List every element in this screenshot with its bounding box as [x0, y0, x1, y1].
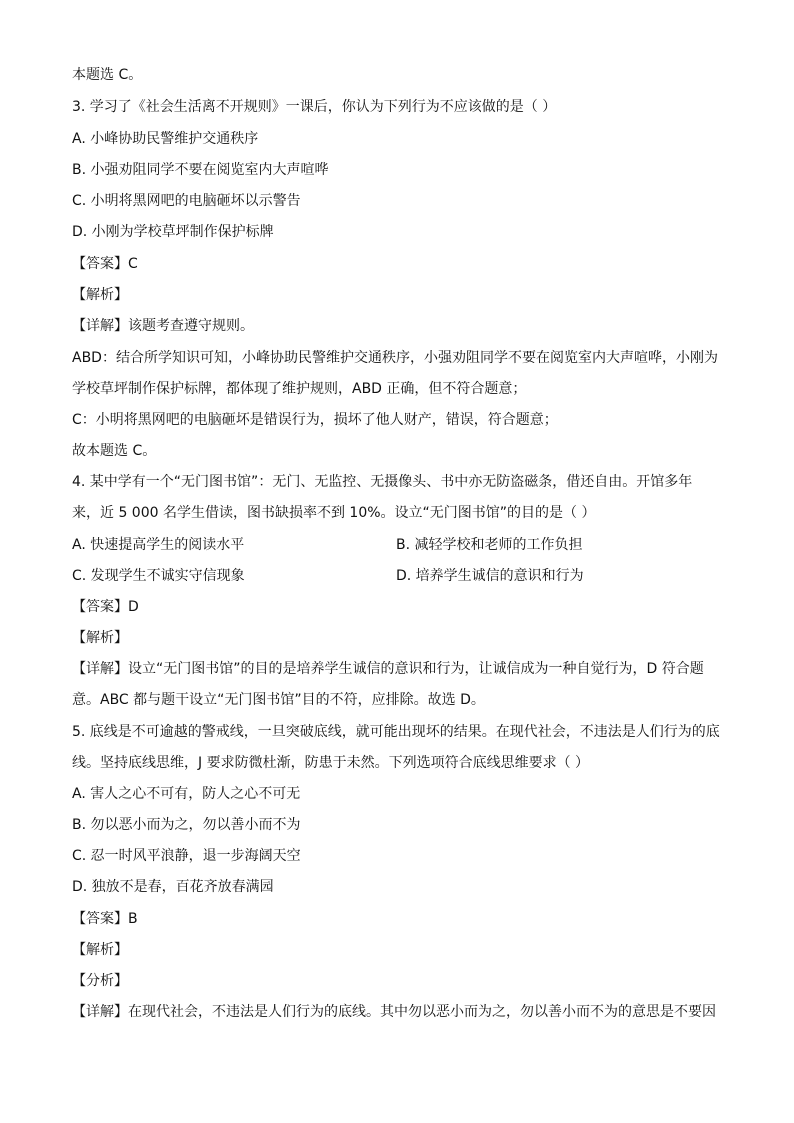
answer-value: C	[128, 256, 138, 272]
answer-tag: 【答案】	[72, 256, 128, 272]
q4-stem-line1: 4. 某中学有一个“无门图书馆”：无门、无监控、无摄像头、书中亦无防盗磁条，借还自由。开馆多年	[72, 474, 693, 490]
q4-option-d: D. 培养学生诚信的意识和行为	[396, 568, 584, 584]
q3-detail-line1: ABD：结合所学知识可知，小峰协助民警维护交通秩序，小强劝阻同学不要在阅览室内大声喧哗，小刚为	[72, 350, 718, 366]
q5-stem-line2: 线。坚持底线思维，J 要求防微杜渐，防患于未然。下列选项符合底线思维要求（ ）	[72, 755, 590, 771]
q3-stem: 3. 学习了《社会生活离不开规则》一课后，你认为下列行为不应该做的是（ ）	[72, 99, 557, 115]
detail-tag: 【详解】	[72, 661, 128, 677]
q4-option-c: C. 发现学生不诚实守信现象	[72, 568, 245, 584]
q3-answer	[72, 255, 734, 273]
q4-option-a: A. 快速提高学生的阅读水平	[72, 537, 245, 553]
q3-detail-line3: C：小明将黑网吧的电脑砸坏是错误行为，损坏了他人财产，错误，符合题意；	[72, 412, 558, 428]
answer-tag: 【答案】	[72, 599, 128, 615]
q5-detail	[72, 1003, 734, 1021]
q5-option-d: D. 独放不是春，百花齐放春满园	[72, 879, 274, 895]
detail-tag: 【详解】	[72, 318, 128, 334]
q3-detail-line4: 故本题选 C。	[72, 443, 157, 459]
prev-answer-tail: 本题选 C。	[72, 67, 143, 83]
q4-options-row2	[72, 567, 734, 585]
q3-option-a: A. 小峰协助民警维护交通秩序	[72, 131, 259, 147]
q3-option-d: D. 小刚为学校草坪制作保护标牌	[72, 224, 274, 240]
detail-tag: 【详解】	[72, 1004, 128, 1020]
detail-text: 该题考查遵守规则。	[128, 318, 254, 334]
q5-option-b: B. 勿以恶小而为之，勿以善小而不为	[72, 817, 301, 833]
q5-answer	[72, 910, 734, 928]
q5-stem-line1: 5. 底线是不可逾越的警戒线，一旦突破底线，就可能出现坏的结果。在现代社会，不违法是人们行为的底	[72, 724, 720, 740]
q4-answer	[72, 598, 734, 616]
q4-detail-line2: 意。ABC 都与题干设立“无门图书馆”目的不符，应排除。故选 D。	[72, 692, 485, 708]
q4-stem-line2: 来，近 5 000 名学生借读，图书缺损率不到 10%。设立“无门图书馆”的目的是（ ）	[72, 505, 596, 521]
q3-option-b: B. 小强劝阻同学不要在阅览室内大声喧哗	[72, 162, 329, 178]
q4-detail	[72, 660, 734, 678]
detail-text: 设立“无门图书馆”的目的是培养学生诚信的意识和行为，让诚信成为一种自觉行为，D 符合题	[128, 661, 704, 677]
q4-analysis-tag: 【解析】	[72, 630, 128, 646]
q3-detail-line2: 学校草坪制作保护标牌，都体现了维护规则，ABD 正确，但不符合题意；	[72, 381, 527, 397]
q4-option-b: B. 减轻学校和老师的工作负担	[396, 537, 583, 553]
q5-analysis-tag: 【解析】	[72, 942, 128, 958]
q3-detail	[72, 317, 734, 335]
q3-analysis-tag: 【解析】	[72, 287, 128, 303]
q4-options-row1	[72, 536, 734, 554]
answer-value: D	[128, 599, 139, 615]
answer-tag: 【答案】	[72, 911, 128, 927]
detail-text: 在现代社会，不违法是人们行为的底线。其中勿以恶小而为之，勿以善小而不为的意思是不要因	[128, 1004, 716, 1020]
q5-fenxi-tag: 【分析】	[72, 973, 128, 989]
answer-value: B	[128, 911, 138, 927]
q5-option-c: C. 忍一时风平浪静，退一步海阔天空	[72, 848, 301, 864]
q3-option-c: C. 小明将黑网吧的电脑砸坏以示警告	[72, 193, 301, 209]
q5-option-a: A. 害人之心不可有，防人之心不可无	[72, 786, 301, 802]
